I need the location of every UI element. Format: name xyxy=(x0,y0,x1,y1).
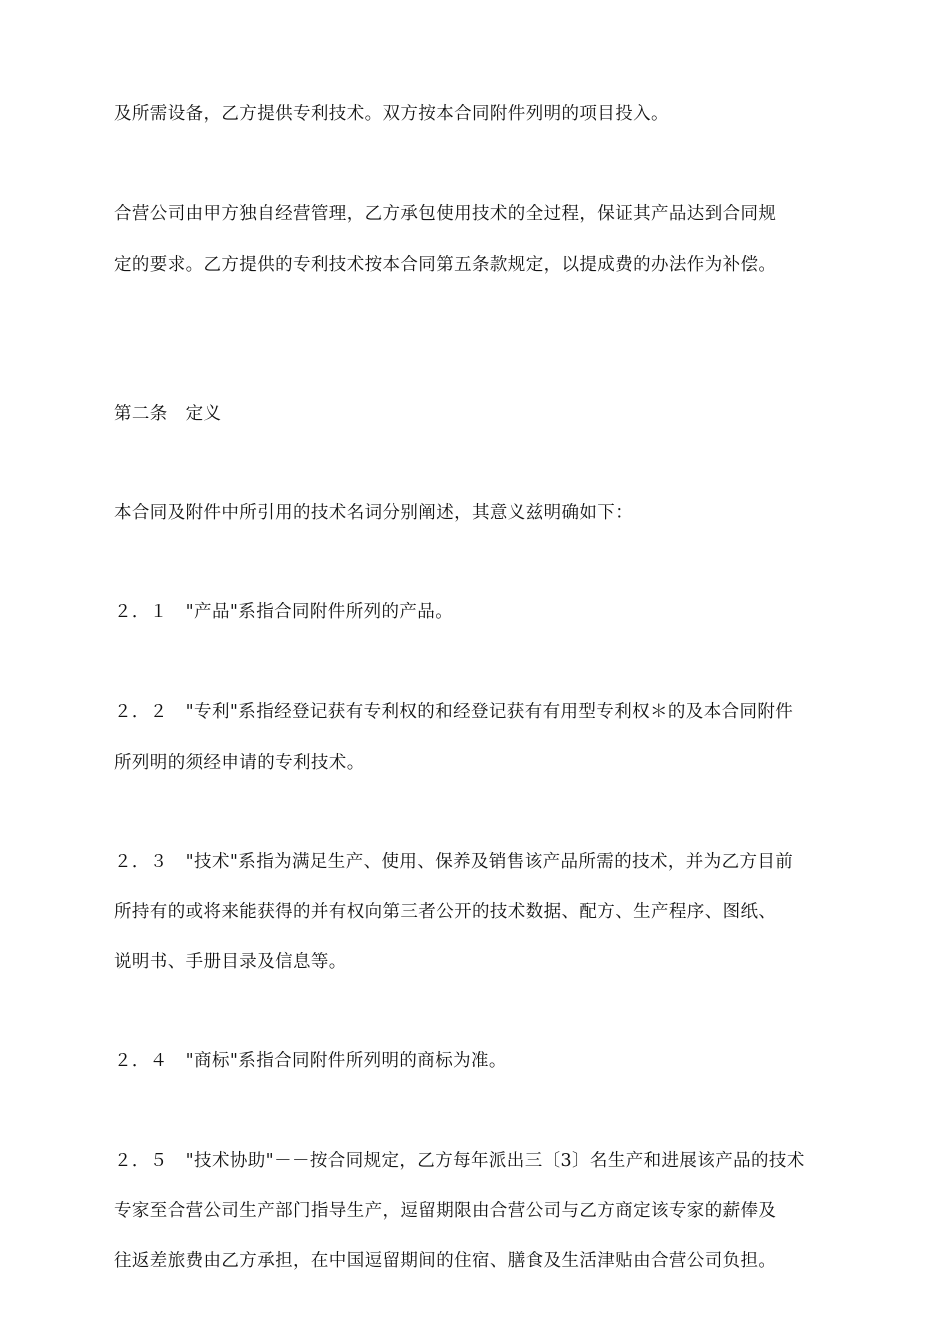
paragraph-intro-investment-line-1: 及所需设备，乙方提供专利技术。双方按本合同附件列明的项目投入。 xyxy=(114,104,669,124)
article-2-intro: 本合同及附件中所引用的技术名词分别阐述，其意义兹明确如下： xyxy=(114,503,634,523)
clause-2-4: ２．４ "商标"系指合同附件所列明的商标为准。 xyxy=(114,1051,507,1071)
clause-2-1: ２．１ "产品"系指合同附件所列的产品。 xyxy=(114,602,454,622)
clause-2-3-line-1: ２．３ "技术"系指为满足生产、使用、保养及销售该产品所需的技术，并为乙方目前 xyxy=(114,852,794,872)
clause-2-5-line-3: 往返差旅费由乙方承担，在中国逗留期间的住宿、膳食及生活津贴由合营公司负担。 xyxy=(114,1251,777,1271)
clause-2-2-line-2: 所列明的须经申请的专利技术。 xyxy=(114,753,365,773)
paragraph-intro-management-line-1: 合营公司由甲方独自经营管理，乙方承包使用技术的全过程，保证其产品达到合同规 xyxy=(114,204,777,224)
clause-2-5-line-2: 专家至合营公司生产部门指导生产，逗留期限由合营公司与乙方商定该专家的薪俸及 xyxy=(114,1201,777,1221)
paragraph-intro-management-line-2: 定的要求。乙方提供的专利技术按本合同第五条款规定，以提成费的办法作为补偿。 xyxy=(114,255,777,275)
clause-2-3-line-3: 说明书、手册目录及信息等。 xyxy=(114,952,347,972)
clause-2-2-line-1: ２．２ "专利"系指经登记获有专利权的和经登记获有有用型专利权＊的及本合同附件 xyxy=(114,702,794,722)
clause-2-3-line-2: 所持有的或将来能获得的并有权向第三者公开的技术数据、配方、生产程序、图纸、 xyxy=(114,902,777,922)
article-2-heading: 第二条 定义 xyxy=(114,404,222,424)
clause-2-5-line-1: ２．５ "技术协助"－－按合同规定，乙方每年派出三〔3〕名生产和进展该产品的技术 xyxy=(114,1151,805,1171)
